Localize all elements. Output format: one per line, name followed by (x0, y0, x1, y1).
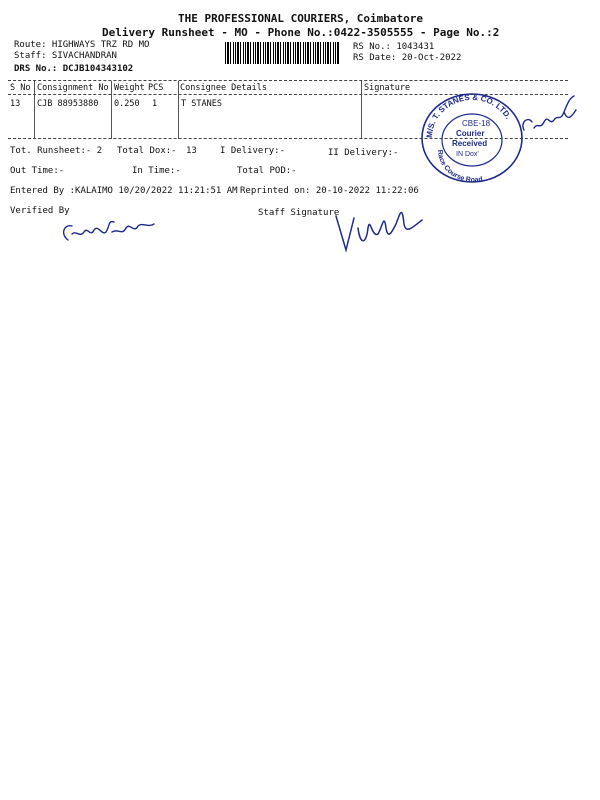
ii-delivery: II Delivery:- (328, 148, 399, 158)
staff-signature-label: Staff Signature (258, 208, 340, 218)
header-consignee-details: Consignee Details (180, 83, 267, 93)
drs-number: DRS No.: DCJB104343102 (14, 64, 134, 74)
header-signature: Signature (364, 83, 411, 93)
total-dox-value: 13 (186, 146, 197, 156)
receiver-signature (520, 92, 582, 140)
stamp-line1: CBE-18 (462, 119, 491, 128)
stamp-line4: IN Dox' (456, 151, 479, 158)
in-time: In Time:- (132, 166, 181, 176)
out-time: Out Time:- (10, 166, 65, 176)
rs-number: RS No.: 1043431 (353, 42, 435, 52)
stamp-bottom-text: Race Course Road (435, 149, 484, 185)
stamp-line2: Courier (456, 129, 485, 138)
barcode-image (225, 42, 340, 64)
header-consignment-no: Consignment No (37, 83, 109, 93)
route-label: Route: HIGHWAYS TRZ RD MO (14, 40, 150, 50)
reprinted-on: Reprinted on: 20-10-2022 11:22:06 (240, 186, 419, 196)
row-sno: 13 (10, 99, 21, 109)
row-consignment-no: CJB 88953880 (37, 99, 99, 109)
stamp-line3: Received (452, 139, 488, 148)
col-divider (34, 81, 35, 139)
row-pcs: 1 (152, 99, 158, 109)
total-dox-label: Total Dox:- (117, 146, 177, 156)
company-stamp (416, 88, 526, 188)
rs-date: RS Date: 20-Oct-2022 (353, 53, 462, 63)
runsheet-subtitle: Delivery Runsheet - MO - Phone No.:0422-3505555 - Page No.:2 (102, 26, 500, 39)
verified-by: Verified By (10, 206, 70, 216)
row-weight: 0.250 (114, 99, 140, 109)
staff-label: Staff: SIVACHANDRAN (14, 51, 117, 61)
company-title: THE PROFESSIONAL COURIERS, Coimbatore (178, 12, 424, 25)
entered-by: Entered By :KALAIMO 10/20/2022 11:21:51 AM (10, 186, 238, 196)
header-pcs: PCS (148, 83, 164, 93)
row-consignee: T STANES (181, 99, 222, 109)
verified-signature (58, 212, 168, 252)
col-divider (361, 81, 362, 139)
header-weight: Weight (114, 83, 145, 93)
tot-runsheet: Tot. Runsheet:- 2 (10, 146, 103, 156)
header-sno: S No (10, 83, 31, 93)
col-divider (178, 81, 179, 139)
total-pod: Total POD:- (237, 166, 297, 176)
stamp-outer-text: M/S. T. STANES & CO. LTD. (424, 92, 513, 139)
staff-signature (330, 198, 430, 258)
i-delivery: I Delivery:- (220, 146, 286, 156)
col-divider (111, 81, 112, 139)
table-top-divider (8, 80, 568, 81)
